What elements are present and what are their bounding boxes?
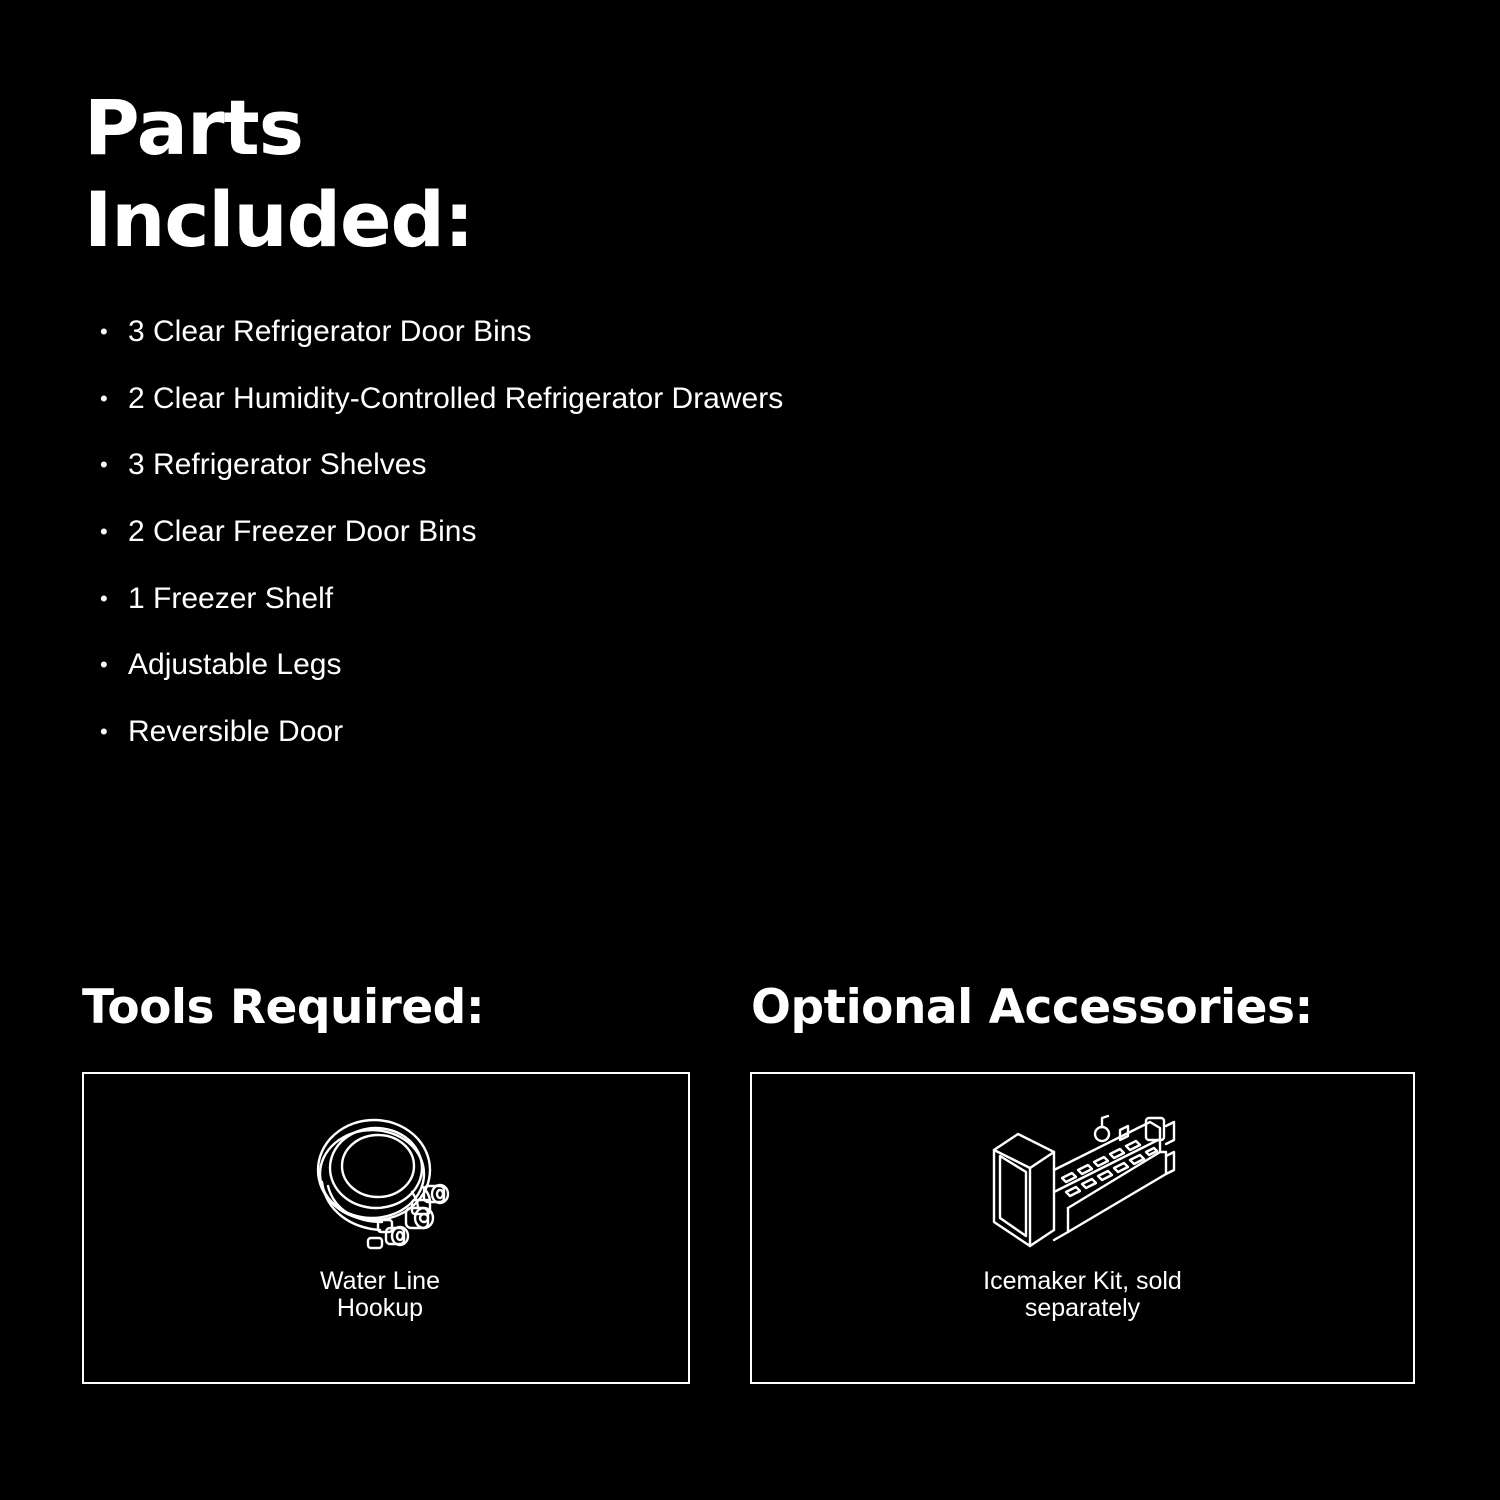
bullet-icon: • [100,652,108,678]
tools-required-heading: Tools Required: [82,980,485,1035]
list-item [100,371,783,438]
part-label: Adjustable Legs [128,648,342,682]
page-title [84,82,473,266]
part-label: 2 Clear Freezer Door Bins [128,515,477,549]
parts-list [100,304,783,771]
list-item [100,504,783,571]
water-line-caption [84,1268,676,1322]
optional-accessories-card [750,1072,1415,1384]
icemaker-kit-caption-line-2: separately [1024,1294,1141,1322]
list-item [100,437,783,504]
list-item [100,637,783,704]
icemaker-kit-icon [990,1112,1176,1252]
part-label: 2 Clear Humidity-Controlled Refrigerator Drawers [128,381,784,415]
list-item [100,704,783,771]
tools-required-card [82,1072,690,1384]
icemaker-kit-caption-line-1: Icemaker Kit, sold [983,1267,1182,1295]
page-title-line-1: Parts [84,83,303,172]
page-title-line-2: Included: [84,175,474,264]
list-item [100,571,783,638]
part-label: 3 Refrigerator Shelves [128,448,427,482]
bullet-icon: • [100,585,108,611]
part-label: 3 Clear Refrigerator Door Bins [128,315,532,348]
water-line-hose-icon [312,1112,452,1254]
bullet-icon: • [100,519,108,545]
icemaker-kit-caption [752,1268,1413,1322]
water-line-caption-line-1: Water Line [320,1267,440,1295]
part-label: Reversible Door [128,715,344,749]
water-line-caption-line-2: Hookup [336,1294,424,1322]
part-label: 1 Freezer Shelf [128,581,334,615]
bullet-icon: • [100,719,108,745]
bullet-icon: • [100,452,108,478]
optional-accessories-heading: Optional Accessories: [751,980,1313,1035]
bullet-icon: • [100,319,108,344]
bullet-icon: • [100,385,108,411]
list-item [100,304,783,371]
